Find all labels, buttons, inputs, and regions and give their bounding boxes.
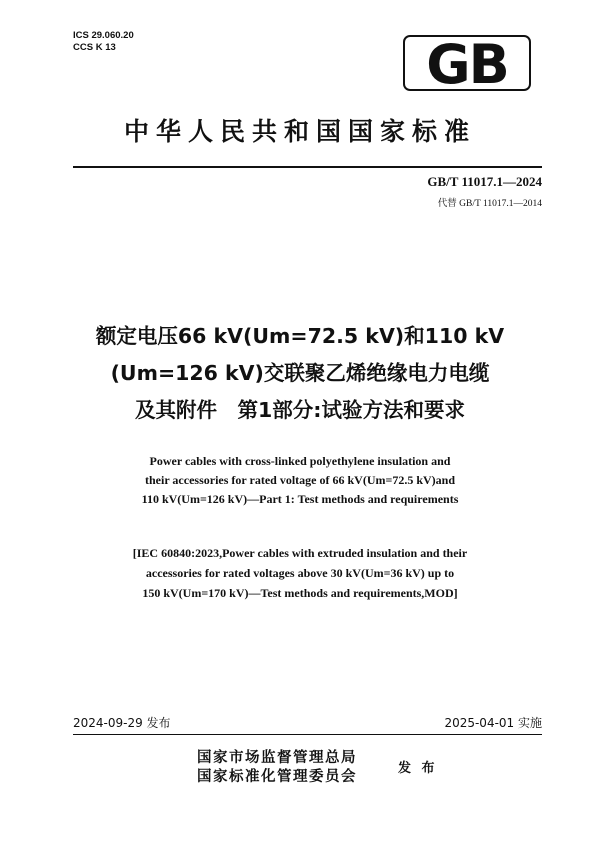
- national-standard-title: 中华人民共和国国家标准: [123, 117, 476, 146]
- iec-reference-line: accessories for rated voltages above 30 kV(Um=36 kV) up to: [145, 566, 455, 580]
- chinese-title-line: (Um=126 kV)交联聚乙烯绝缘电力电缆: [110, 361, 490, 385]
- replaces-standard: 代替 GB/T 11017.1—2014: [437, 199, 542, 209]
- chinese-title: [0, 318, 600, 429]
- implementation-date: 2025-04-01 实施: [444, 716, 542, 730]
- bottom-divider: [73, 734, 542, 735]
- issuer-samr: 国家市场监督管理总局: [197, 749, 357, 766]
- classification-codes: [73, 30, 134, 54]
- iec-reference-line: [IEC 60840:2023,Power cables with extruded insulation and their: [132, 546, 468, 560]
- gb-logo: [402, 34, 532, 92]
- issuer-sac: 国家标准化管理委员会: [197, 768, 357, 785]
- ccs-code: CCS K 13: [73, 42, 116, 53]
- issued-label: 发 布: [398, 761, 438, 776]
- english-title-line: 110 kV(Um=126 kV)—Part 1: Test methods and requirements: [141, 492, 459, 506]
- chinese-title-line: 额定电压66 kV(Um=72.5 kV)和110 kV: [95, 324, 505, 348]
- issuing-authorities: [197, 748, 357, 786]
- iec-reference: [0, 543, 600, 603]
- publication-date: 2024-09-29 发布: [73, 716, 171, 730]
- gb-logo-text: GB: [426, 34, 508, 92]
- english-title-line: Power cables with cross-linked polyethylene insulation and: [149, 454, 451, 468]
- english-title-line: their accessories for rated voltage of 66 kV(Um=72.5 kV)and: [144, 473, 455, 487]
- english-title: [0, 452, 600, 509]
- ics-code: ICS 29.060.20: [73, 30, 134, 41]
- chinese-title-line: 及其附件 第1部分:试验方法和要求: [135, 398, 465, 422]
- top-divider: [73, 166, 542, 168]
- iec-reference-line: 150 kV(Um=170 kV)—Test methods and requirements,MOD]: [142, 586, 458, 600]
- standard-number: GB/T 11017.1—2024: [427, 174, 542, 189]
